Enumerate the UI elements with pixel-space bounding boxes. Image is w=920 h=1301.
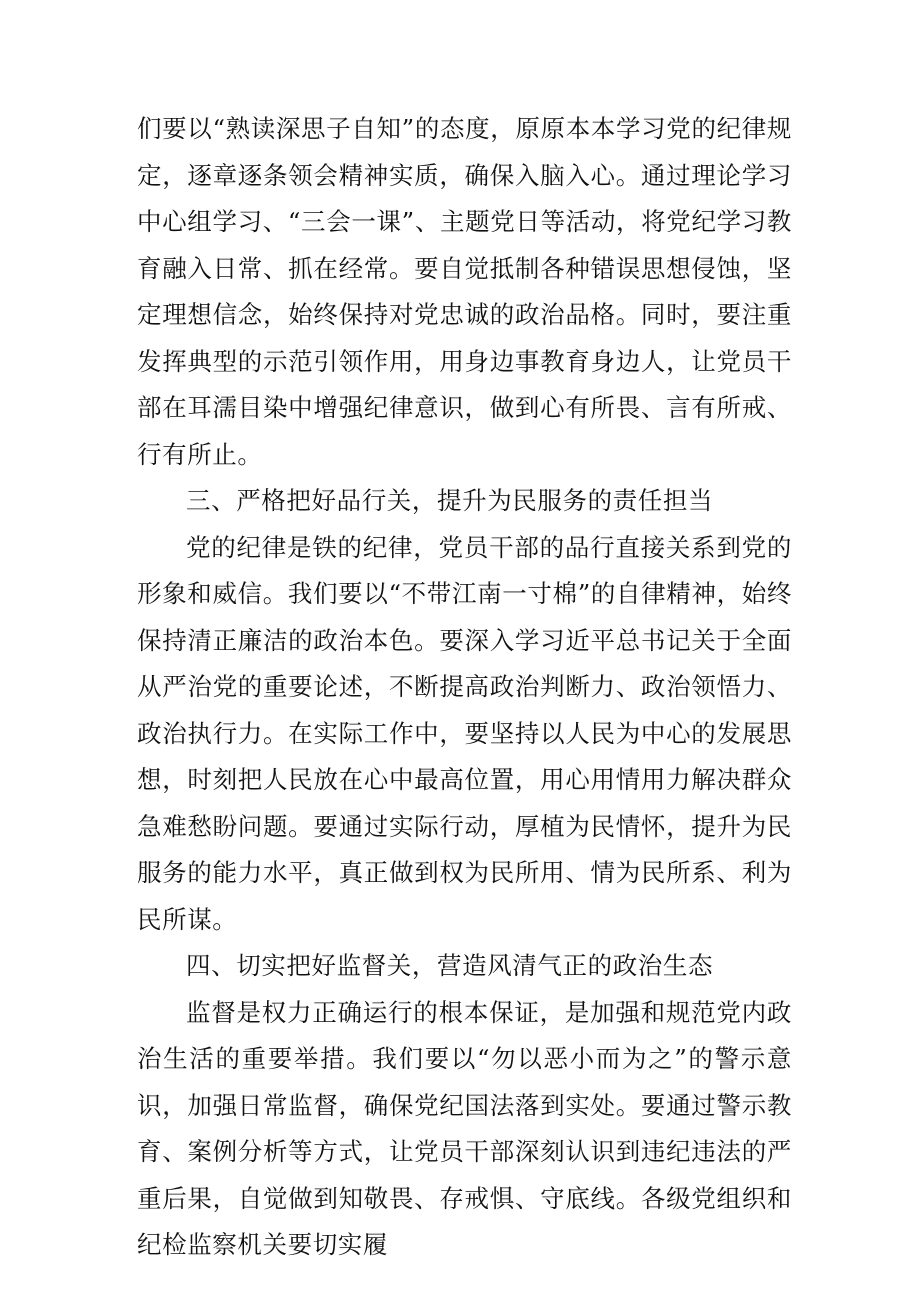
paragraph-section-4: 监督是权力正确运行的根本保证，是加强和规范党内政治生活的重要举措。我们要以“勿以恶小而为之”的警示意识，加强日常监督，确保党纪国法落到实处。要通过警示教育、案例分析等方式，让党员干部深刻认识到违纪违法的严重后果，自觉做到知敬畏、存戒惧、守底线。各级党组织和纪检监察机关要切实履 <box>137 997 792 1259</box>
document-body <box>137 106 792 1269</box>
paragraph-continuation: 们要以“熟读深思子自知”的态度，原原本本学习党的纪律规定，逐章逐条领会精神实质，确保入脑入心。通过理论学习中心组学习、“三会一课”、主题党日等活动，将党纪学习教育融入日常、抓在经常。要自觉抵制各种错误思想侵蚀，坚定理想信念，始终保持对党忠诚的政治品格。同时，要注重发挥典型的示范引领作用，用身边事教育身边人，让党员干部在耳濡目染中增强纪律意识，做到心有所畏、言有所戒、行有所止。 <box>137 114 792 469</box>
paragraph-section-3: 党的纪律是铁的纪律，党员干部的品行直接关系到党的形象和威信。我们要以“不带江南一寸棉”的自律精神，始终保持清正廉洁的政治本色。要深入学习近平总书记关于全面从严治党的重要论述，不断提高政治判断力、政治领悟力、政治执行力。在实际工作中，要坚持以人民为中心的发展思想，时刻把人民放在心中最高位置，用心用情用力解决群众急难愁盼问题。要通过实际行动，厚植为民情怀，提升为民服务的能力水平，真正做到权为民所用、情为民所系、利为民所谋。 <box>137 532 792 934</box>
section-heading-3: 三、严格把好品行关，提升为民服务的责任担当 <box>186 486 714 515</box>
section-heading-4: 四、切实把好监督关，营造风清气正的政治生态 <box>186 951 714 980</box>
